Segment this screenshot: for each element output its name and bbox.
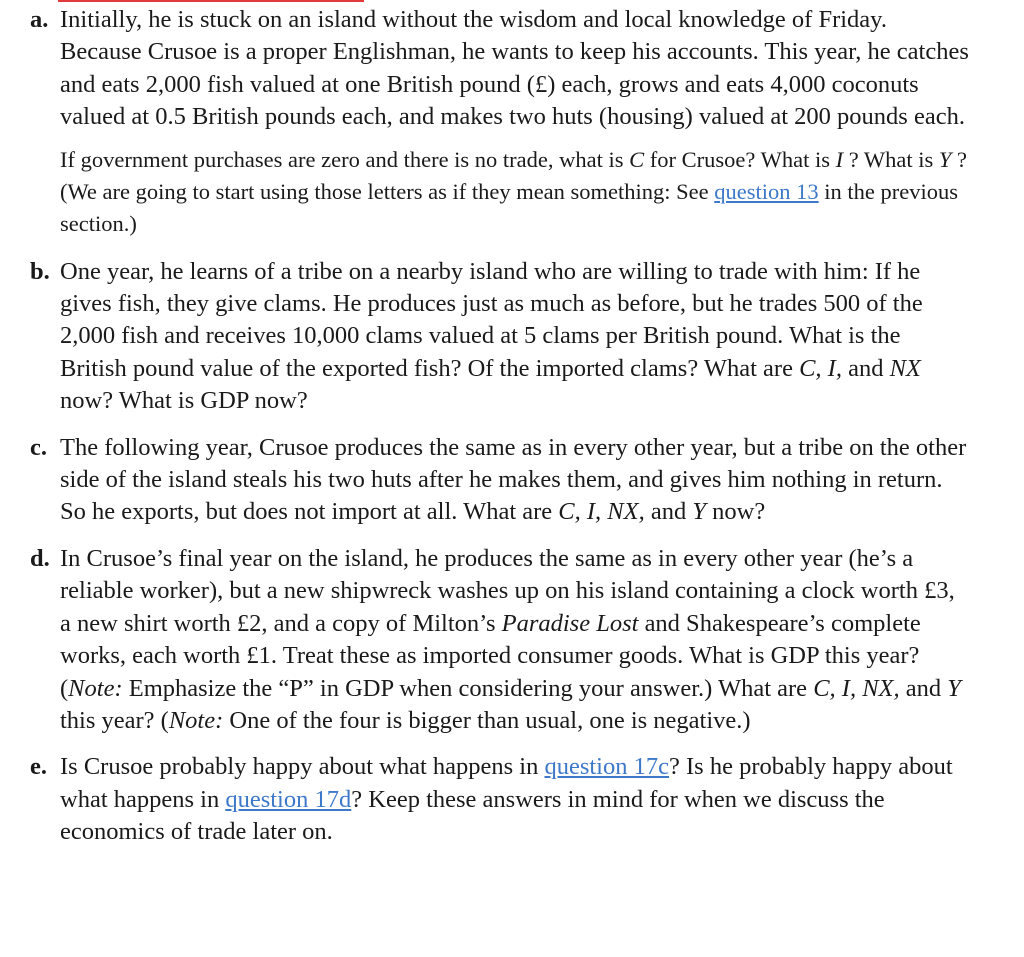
var-y: Y [938,146,952,172]
item-e-text: ? Keep these answers in mind for when we discuss the economics of trade later on. [60,785,885,846]
item-d-text: One of the four is bigger than usual, one is negative.) [223,706,751,734]
item-c-paragraph [60,432,970,529]
item-marker-c: c. [30,433,47,461]
item-e-text: ? Is he probably happy about what happens in [60,753,953,813]
item-b-text: now? What is GDP now? [60,387,308,415]
var-nx: NX [889,354,921,382]
item-d-text: and [899,674,948,702]
var-y: Y [692,498,706,526]
item-d-paragraph [60,543,970,737]
var-i: I [835,146,844,172]
book-title: Paradise Lost [501,609,639,637]
item-e-paragraph [60,751,970,848]
exercise-item-e [30,751,970,848]
question-17d-link[interactable]: question 17d [225,785,352,813]
exercise-item-a [30,4,970,240]
vars-c-i-nx: C, I, NX, [558,498,645,526]
item-c-text: The following year, Crusoe produces the same as in every other year, but a tribe on the other side of the island steals his two huts after he makes them, and gives him nothing in return. So he exports, but does not import at all. What are [60,433,967,526]
question-17c-link[interactable]: question 17c [544,753,669,781]
exercise-item-d [30,543,970,737]
item-b-text: One year, he learns of a tribe on a nearby island who are willing to trade with him: If he gives fish, they give clams. He produces just as much as before, but he trades 500 of the 2,000 fish and receives 10,000 clams valued at 5 clams per British pound. What is the British pound value of the exported fish? Of the imported clams? What are [60,257,923,382]
item-a-paragraph-2 [60,144,970,240]
item-a-text: in the previous section.) [60,178,959,236]
var-c: C [629,146,645,172]
item-marker-b: b. [30,257,50,285]
item-d-text: and Shakespeare’s complete works, each worth £1. Treat these as imported consumer goods. What is GDP this year? ( [60,609,921,702]
item-c-text: and [644,498,693,526]
exercise-item-b [30,256,970,418]
exercise-list [30,0,970,861]
item-d-text: In Crusoe’s final year on the island, he produces the same as in every other year (he’s a reliable worker), but a new shipwreck washes up on his island containing a clock worth £3, a new shirt worth £2, and a copy of Milton’s [60,544,955,637]
item-d-text: Emphasize the “P” in GDP when considering your answer.) What are [122,674,814,702]
note-label: Note: [168,706,224,734]
question-13-link[interactable]: question 13 [714,178,819,204]
vars-c-i: C, I, [799,354,842,382]
item-a-text: If government purchases are zero and there is no trade, what is [60,146,630,172]
note-label: Note: [68,674,123,702]
vars-c-i-nx: C, I, NX, [813,674,900,702]
item-d-text: this year? ( [60,706,169,734]
exercise-item-c [30,432,970,529]
item-marker-e: e. [30,753,47,781]
item-a-text: ? (We are going to start using those letters as if they mean something: See [60,146,968,204]
item-a-paragraph-1: Initially, he is stuck on an island without the wisdom and local knowledge of Friday. Because Crusoe is a proper Englishman, he wants to keep his accounts. This year, he catches and eats 2,000 fish valued at one British pound (£) each, grows and eats 4,000 coconuts valued at 0.5 British pounds each, and makes two huts (housing) valued at 200 pounds each. [60,6,969,131]
item-a-text: for Crusoe? What is [644,146,836,172]
item-c-text: now? [706,498,766,526]
item-a-text: ? What is [843,146,939,172]
item-b-paragraph [60,256,970,418]
var-y: Y [947,674,961,702]
item-b-text: and [841,354,890,382]
item-marker-a: a. [30,6,49,33]
item-marker-d: d. [30,544,50,572]
item-e-text: Is Crusoe probably happy about what happens in [60,753,545,781]
